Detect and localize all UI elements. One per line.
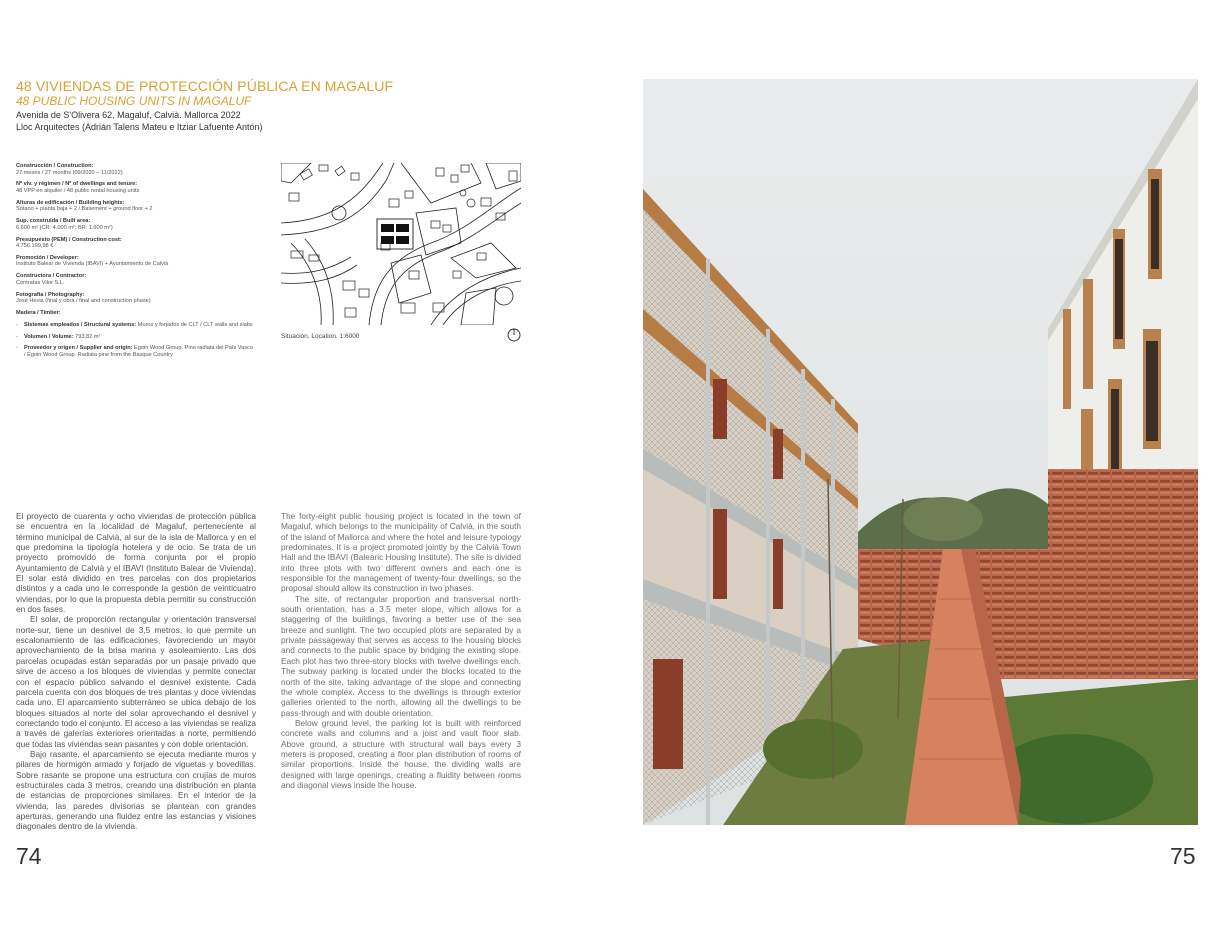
spec-timber-supplier: - Proveedor y origen / Supplier and origin: Egoin Wood Group. Pino radiata del País Vasco / Egoin Wood Group. Radiata pine from the Basque Country bbox=[16, 345, 256, 358]
building-photograph bbox=[643, 79, 1198, 825]
spec-timber-systems: - Sistemas empleados / Structural systems: Muros y forjados de CLT / CLT walls and slabs bbox=[16, 322, 256, 329]
spec-dwellings: Nº viv. y régimen / Nº of dwellings and tenure: 48 VPP en alquiler / 48 public rental housing units bbox=[16, 181, 140, 194]
page-number-left: 74 bbox=[16, 843, 42, 869]
title-spanish: 48 VIVIENDAS DE PROTECCIÓN PÚBLICA EN MAGALUF bbox=[16, 78, 394, 94]
body-text-english bbox=[281, 511, 521, 790]
title-english: 48 PUBLIC HOUSING UNITS IN MAGALUF bbox=[16, 94, 252, 108]
paragraph: El solar, de proporción rectangular y orientación transversal norte-sur, tiene un desnivel de 3,5 metros, lo que permite un escalonamiento de las edificaciones, favoreciendo un mayor aprovechamiento de la brisa marina y asoleamiento. Las dos parcelas ocupadas están separadas por un pasaje privado que sirve de acceso a los bloques de viviendas y permite conectar con el espacio público salvando el desnivel existente. Cada parcela cuenta con dos bloques de tres plantas y doce viviendas cada uno. El aparcamiento subterráneo se ubica debajo de los bloques situados al norte del solar aprovechando el desnivel y conectando todo el conjunto. El acceso a las viviendas se realiza a través de galerías exteriores orientadas a norte, permitiendo que todas las viviendas sean pasantes y con doble orientación. bbox=[16, 614, 256, 749]
spec-area: Sup. construida / Built area: 6.600 m² (CR: 4.000 m²; BR: 1.600 m²) bbox=[16, 218, 113, 231]
spec-heights: Alturas de edificación / Building heights: Sótano + planta baja + 2 / Basement + ground floor + 2 bbox=[16, 199, 153, 213]
paragraph: The site, of rectangular proportion and transversal north-south orientation, has a 3.5 meter slope, which allows for a staggering of the buildings, favoring a better use of the sea breeze and sunlight. The two occupied plots are separated by a private passageway that serves as access to the housing blocks and connects to the public space by bridging the existing slope. Each plot has two three-story blocks with twelve dwellings each. The subway parking is located under the blocks located to the north of the site, taking advantage of the slope and connecting the whole complex. Access to the dwellings is through exterior galleries oriented to the north, allowing all the dwellings to be pass-through and with double orientation. bbox=[281, 593, 521, 718]
page-number-right: 75 bbox=[1170, 843, 1196, 869]
site-location-map bbox=[281, 163, 521, 325]
paragraph: Below ground level, the parking lot is built with reinforced concrete walls and columns and a joist and vault floor slab. Above ground, a structure with structural wall bays every 3 meters is proposed, creating a floor plan distribution of rooms of similar proportions. Inside the house, the dividing walls are designed with large openings, creating a fluidity between rooms and diagonal views inside the house. bbox=[281, 717, 521, 790]
project-address: Avenida de S'Olivera 62, Magaluf, Calvià. Mallorca 2022 bbox=[16, 110, 241, 120]
spec-construction: Construcción / Construction: 27 meses / 27 months (09/2020 – 11/2022) bbox=[16, 163, 123, 176]
paragraph: El proyecto de cuarenta y ocho viviendas de protección pública se encuentra en la localidad de Magaluf, perteneciente al término municipal de Calvià, al sur de la isla de Mallorca y en el que predomina la tipología hotelera y de ocio. Se trata de un proyecto promovido de forma conjunta por el propio Ayuntamiento de Calvià y el IBAVI (Instituto Balear de Vivienda). El solar está dividido en tres parcelas con dos propietarios distintos y a cada uno le corresponde la gestión de veinticuatro viviendas, por lo que la propuesta debía permitir su construcción en dos fases. bbox=[16, 511, 256, 615]
north-arrow-icon bbox=[507, 328, 521, 342]
project-architects: Lloc Arquitectes (Adrián Talens Mateu e Itziar Lafuente Antón) bbox=[16, 121, 263, 132]
spec-timber-volume: - Volumen / Volume: 793,82 m³ bbox=[16, 334, 256, 341]
body-text-spanish bbox=[16, 511, 256, 832]
project-info bbox=[16, 110, 262, 133]
map-caption: Situación. Location. 1:6000 bbox=[281, 333, 360, 340]
spec-list bbox=[16, 163, 256, 364]
spec-timber-heading: Madera / Timber: bbox=[16, 310, 61, 316]
spec-developer: Promoción / Developer: Instituto Balear de Vivienda (IBAVI) + Ayuntamiento de Calvià bbox=[16, 254, 169, 268]
spec-contractor: Constructora / Contractor: Contratas Vilor S.L. bbox=[16, 273, 87, 286]
paragraph: The forty-eight public housing project is located in the town of Magaluf, which belongs to the municipality of Calvià, in the south of the island of Mallorca and where the hotel and leisure typology predominates. It is a project promoted jointly by the Calvià Town Hall and the IBAVI (Balearic Housing Institute). The site is divided into three plots with two different owners and each one is responsible for the management of twenty-four dwellings, so the proposal should allow its construction in two phases. bbox=[281, 511, 521, 594]
spec-photography: Fotografía / Photography: José Hevia (final y obra / final and construction phase) bbox=[16, 291, 151, 305]
paragraph: Bajo rasante, el aparcamiento se ejecuta mediante muros y pilares de hormigón armado y forjado de viguetas y bovedillas. Sobre rasante se propone una estructura con crujías de muros estructurales cada 3 metros, creando una distribución en planta de estancias de proporciones similares. En el interior de la vivienda, las paredes divisorias se plantean con grandes aperturas, generando una fluidez entre las estancias y visiones diagonales dentro de la vivienda. bbox=[16, 748, 256, 832]
spec-cost: Presupuesto (PEM) / Construction cost: 4.756.199,98 € bbox=[16, 236, 122, 250]
